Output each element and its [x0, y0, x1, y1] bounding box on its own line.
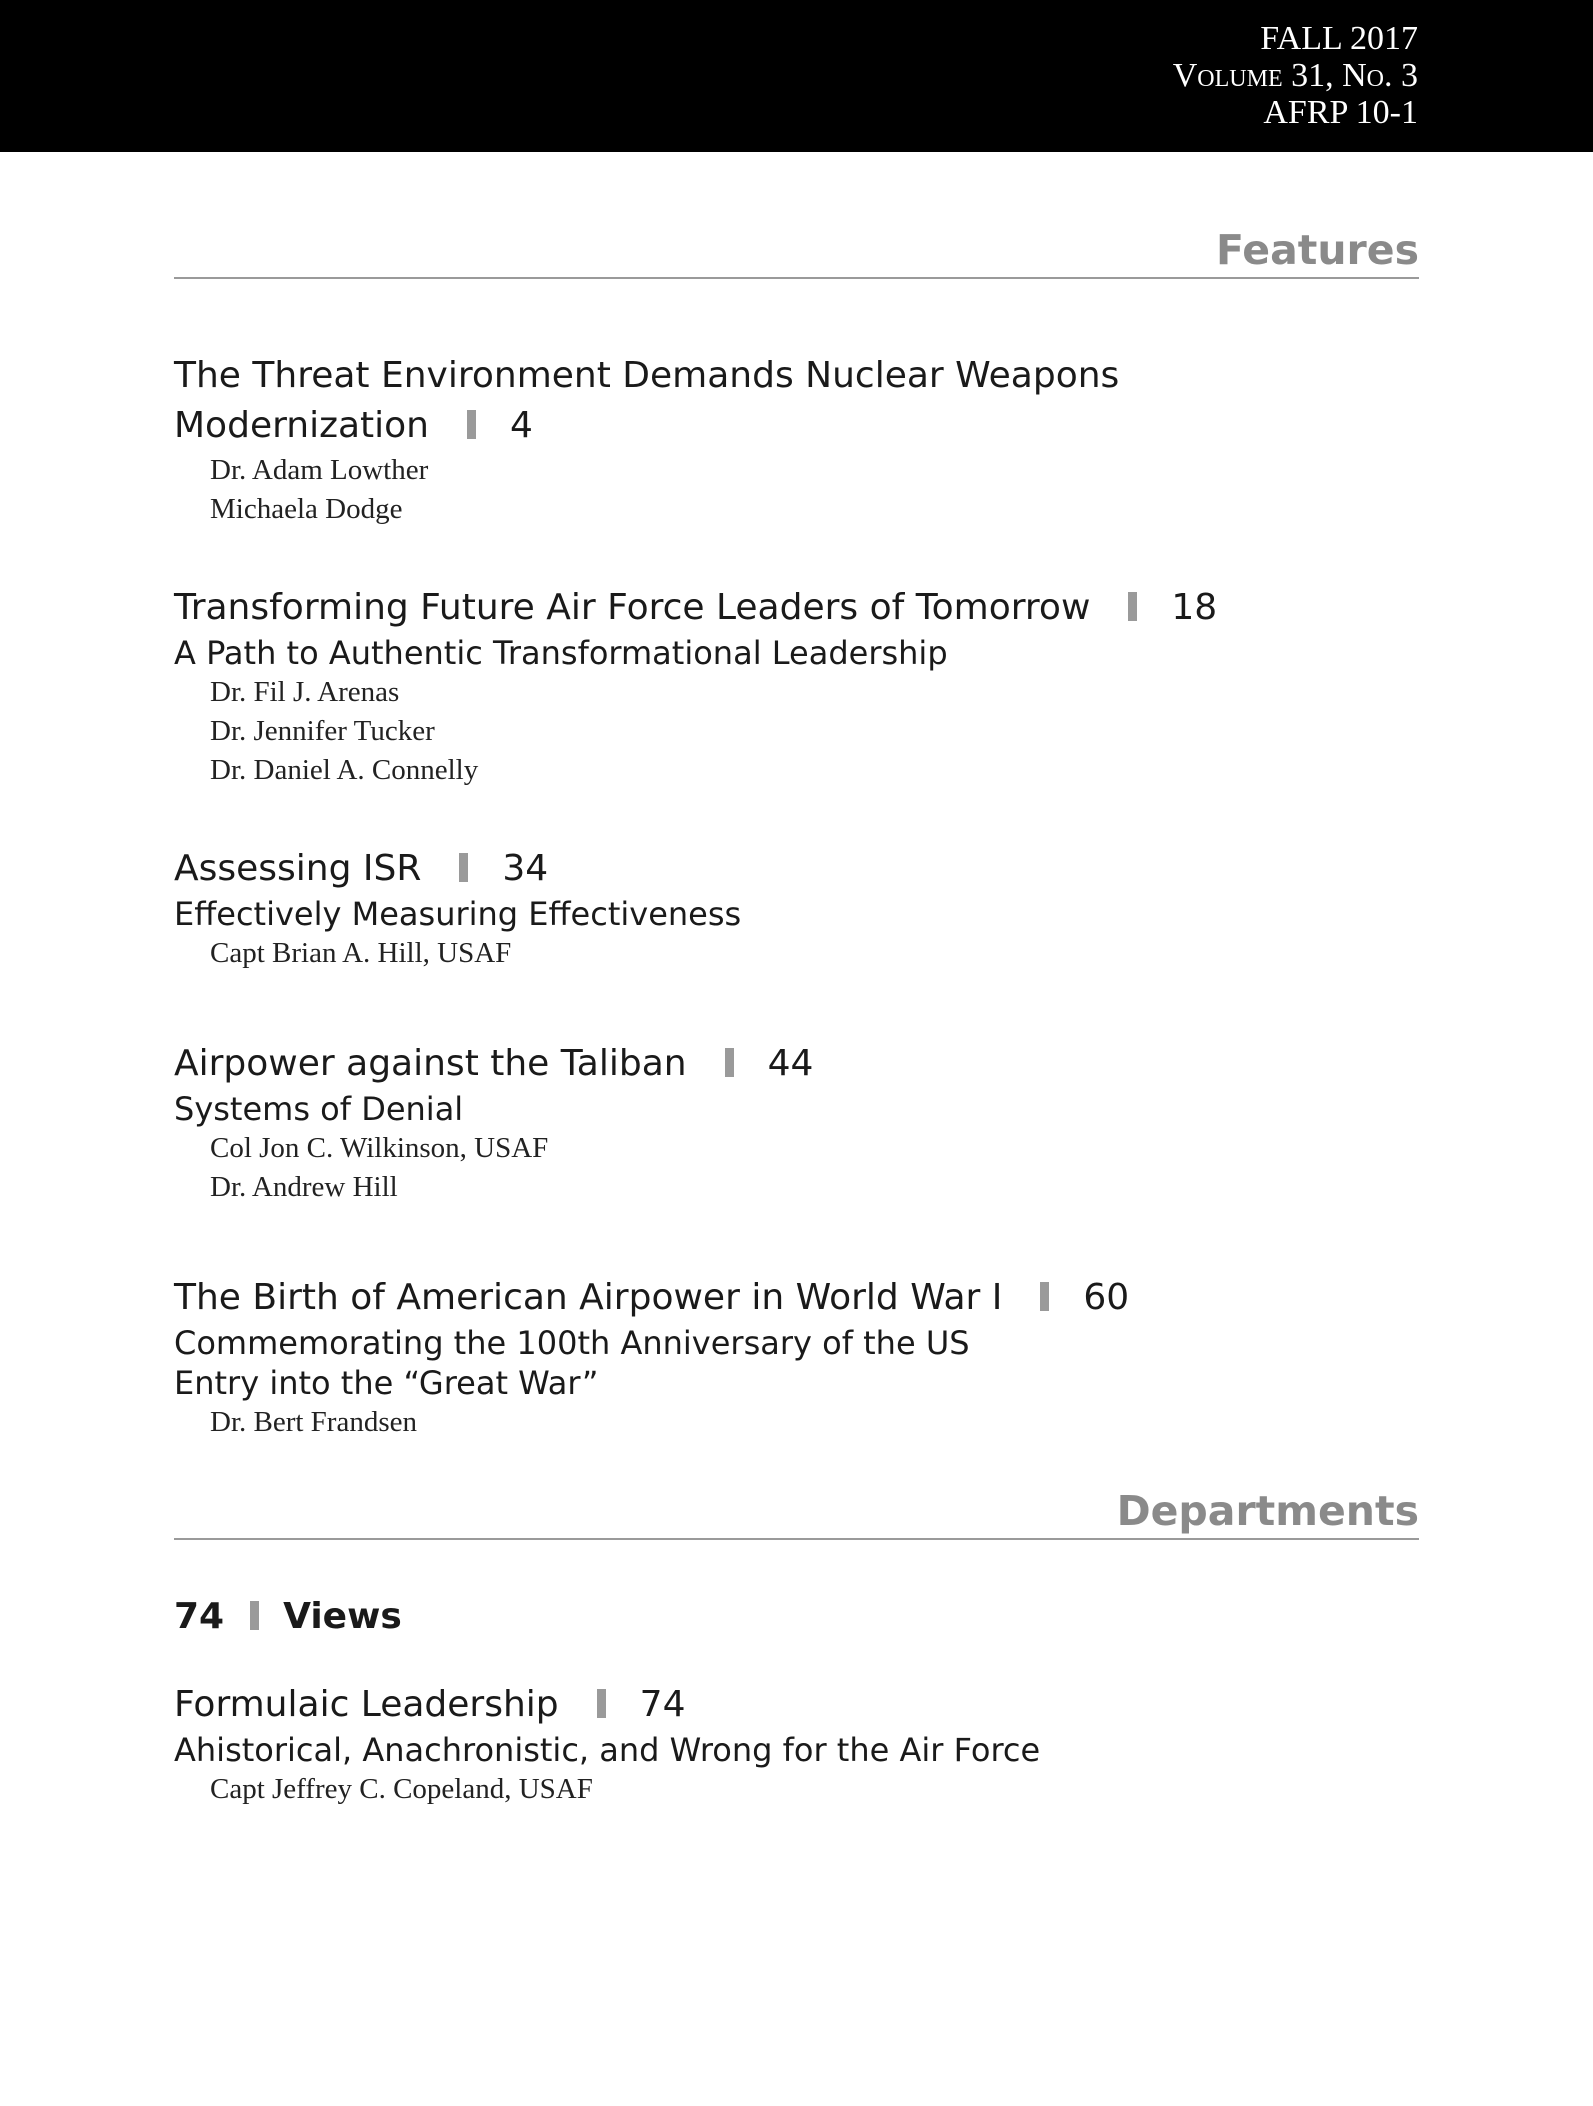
- page-number: 60: [1083, 1277, 1130, 1318]
- article-title-text: Assessing ISR: [174, 848, 422, 889]
- separator-bar: [250, 1601, 259, 1630]
- page-number: 74: [639, 1684, 686, 1725]
- article-subtitle: Effectively Measuring Effectiveness: [174, 895, 742, 933]
- article-title-text: Transforming Future Air Force Leaders of Tomorrow: [174, 587, 1091, 628]
- departments-rule: [174, 1538, 1419, 1540]
- toc-entry-wwi: [174, 1273, 1419, 1442]
- issue-code: AFRP 10-1: [1263, 94, 1418, 131]
- toc-entry-nuclear: [174, 351, 1419, 529]
- toc-entry-leaders: [174, 583, 1419, 790]
- separator-bar: [1128, 592, 1137, 621]
- author-name: Dr. Daniel A. Connelly: [210, 754, 479, 786]
- article-subtitle-continued: Entry into the “Great War”: [174, 1364, 599, 1402]
- separator-bar: [725, 1048, 734, 1077]
- views-page-number: 74: [174, 1596, 225, 1637]
- toc-entry-isr: [174, 844, 1419, 973]
- features-rule: [174, 277, 1419, 279]
- toc-entry-formulaic: [174, 1680, 1419, 1809]
- separator-bar: [597, 1689, 606, 1718]
- article-title[interactable]: [174, 1273, 1419, 1323]
- author-name: Dr. Adam Lowther: [210, 454, 429, 486]
- author-name: Michaela Dodge: [210, 493, 403, 525]
- separator-bar: [467, 410, 476, 439]
- article-subtitle: Systems of Denial: [174, 1090, 464, 1128]
- departments-heading: Departments: [1116, 1487, 1419, 1535]
- views-department[interactable]: [174, 1592, 402, 1642]
- author-name: Col Jon C. Wilkinson, USAF: [210, 1132, 549, 1164]
- article-title-text: Airpower against the Taliban: [174, 1043, 687, 1084]
- article-title[interactable]: The Threat Environment Demands Nuclear Weapons: [174, 355, 1120, 396]
- author-name: Capt Brian A. Hill, USAF: [210, 937, 512, 969]
- article-title[interactable]: [174, 1680, 1419, 1730]
- separator-bar: [1040, 1282, 1049, 1311]
- article-title-text: The Birth of American Airpower in World War I: [174, 1277, 1003, 1318]
- article-subtitle: Commemorating the 100th Anniversary of the US: [174, 1324, 970, 1362]
- views-label: Views: [283, 1596, 402, 1637]
- article-subtitle: Ahistorical, Anachronistic, and Wrong for the Air Force: [174, 1731, 1041, 1769]
- author-name: Dr. Bert Frandsen: [210, 1406, 417, 1438]
- issue-season: FALL 2017: [1260, 20, 1418, 57]
- article-title[interactable]: [174, 844, 1419, 894]
- page-number: 18: [1171, 587, 1218, 628]
- toc-entry-taliban: [174, 1039, 1419, 1207]
- author-name: Dr. Fil J. Arenas: [210, 676, 400, 708]
- issue-volume: Volume 31, No. 3: [1172, 57, 1418, 94]
- author-name: Dr. Jennifer Tucker: [210, 715, 435, 747]
- page-number: 44: [767, 1043, 814, 1084]
- article-title-line2: Modernization: [174, 405, 429, 446]
- article-title[interactable]: [174, 1039, 1419, 1089]
- features-heading: Features: [1215, 226, 1419, 274]
- separator-bar: [459, 853, 468, 882]
- issue-info: [1173, 20, 1418, 131]
- page-number: 4: [510, 405, 533, 446]
- article-title-text: Formulaic Leadership: [174, 1684, 559, 1725]
- author-name: Dr. Andrew Hill: [210, 1171, 398, 1203]
- article-subtitle: A Path to Authentic Transformational Leadership: [174, 634, 948, 672]
- article-title-continued[interactable]: [174, 401, 1419, 451]
- author-name: Capt Jeffrey C. Copeland, USAF: [210, 1773, 593, 1805]
- article-title[interactable]: [174, 583, 1419, 633]
- page-number: 34: [502, 848, 549, 889]
